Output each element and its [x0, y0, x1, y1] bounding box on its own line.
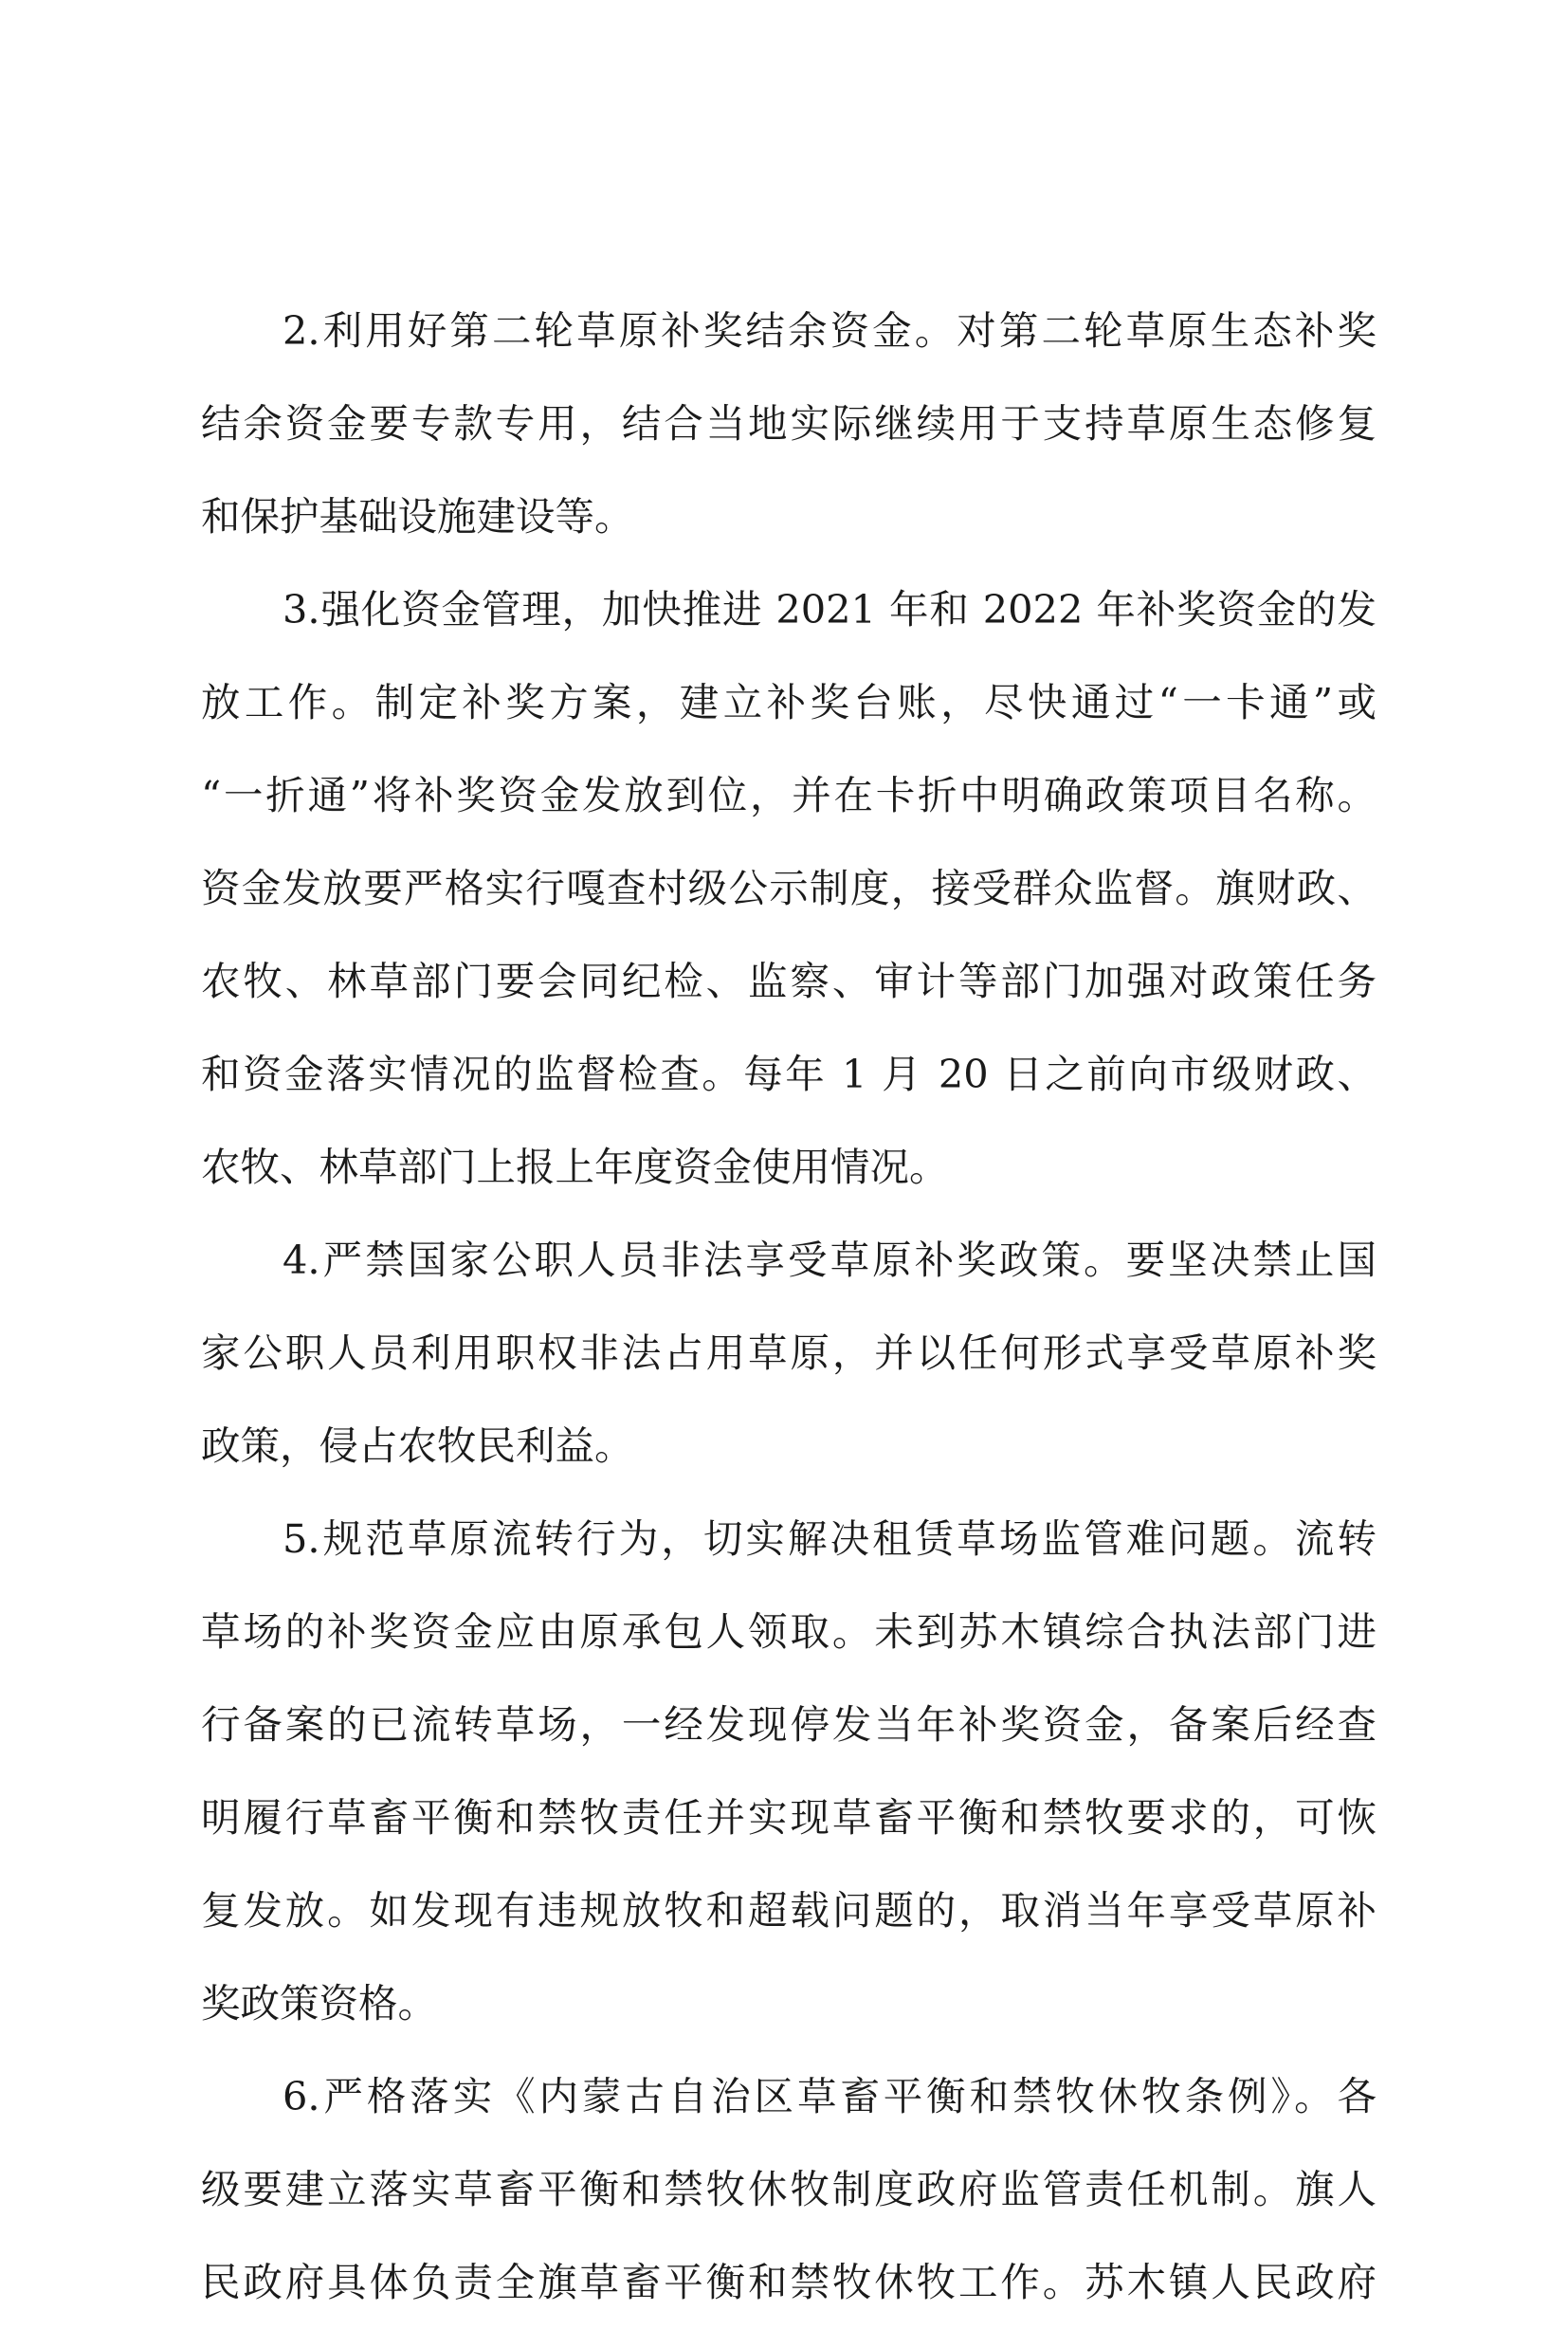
text-line: 农牧、林草部门上报上年度资金使用情况。 — [201, 1144, 949, 1190]
text-line: 2.利用好第二轮草原补奖结余资金。对第二轮草原生态补奖 — [283, 307, 1377, 354]
text-line: 资金发放要严格实行嘎查村级公示制度，接受群众监督。旗财政、 — [201, 865, 1377, 911]
text-line: 复发放。如发现有违规放牧和超载问题的，取消当年享受草原补 — [201, 1887, 1377, 1934]
text-line: 民政府具体负责全旗草畜平衡和禁牧休牧工作。苏木镇人民政府 — [201, 2259, 1377, 2305]
text-line: 奖政策资格。 — [201, 1980, 438, 2026]
text-line: 政策，侵占农牧民利益。 — [201, 1422, 634, 1469]
text-line: 级要建立落实草畜平衡和禁牧休牧制度政府监管责任机制。旗人 — [201, 2166, 1377, 2212]
text-line: 4.严禁国家公职人员非法享受草原补奖政策。要坚决禁止国 — [283, 1237, 1377, 1283]
text-line: 和资金落实情况的监督检查。每年 1 月 20 日之前向市级财政、 — [201, 1051, 1377, 1097]
paragraph-item-4 — [201, 1214, 1377, 1493]
paragraph-item-6 — [201, 2050, 1377, 2329]
text-line: 3.强化资金管理，加快推进 2021 年和 2022 年补奖资金的发 — [283, 586, 1377, 633]
text-line: 草场的补奖资金应由原承包人领取。未到苏木镇综合执法部门进 — [201, 1608, 1377, 1655]
text-line: “一折通”将补奖资金发放到位，并在卡折中明确政策项目名称。 — [201, 772, 1377, 818]
paragraph-item-5 — [201, 1493, 1377, 2050]
text-line: 和保护基础设施建设等。 — [201, 493, 634, 540]
paragraph-item-3 — [201, 563, 1377, 1214]
text-line: 5.规范草原流转行为，切实解决租赁草场监管难问题。流转 — [283, 1515, 1377, 1562]
paragraph-item-2 — [201, 284, 1377, 563]
text-line: 明履行草畜平衡和禁牧责任并实现草畜平衡和禁牧要求的，可恢 — [201, 1794, 1377, 1841]
text-line: 行备案的已流转草场，一经发现停发当年补奖资金，备案后经查 — [201, 1701, 1377, 1748]
document-body — [201, 284, 1377, 2329]
text-line: 农牧、林草部门要会同纪检、监察、审计等部门加强对政策任务 — [201, 958, 1377, 1004]
text-line: 放工作。制定补奖方案，建立补奖台账，尽快通过“一卡通”或 — [201, 679, 1377, 725]
text-line: 6.严格落实《内蒙古自治区草畜平衡和禁牧休牧条例》。各 — [283, 2073, 1377, 2119]
text-line: 家公职人员利用职权非法占用草原，并以任何形式享受草原补奖 — [201, 1330, 1377, 1376]
text-line: 结余资金要专款专用，结合当地实际继续用于支持草原生态修复 — [201, 400, 1377, 447]
